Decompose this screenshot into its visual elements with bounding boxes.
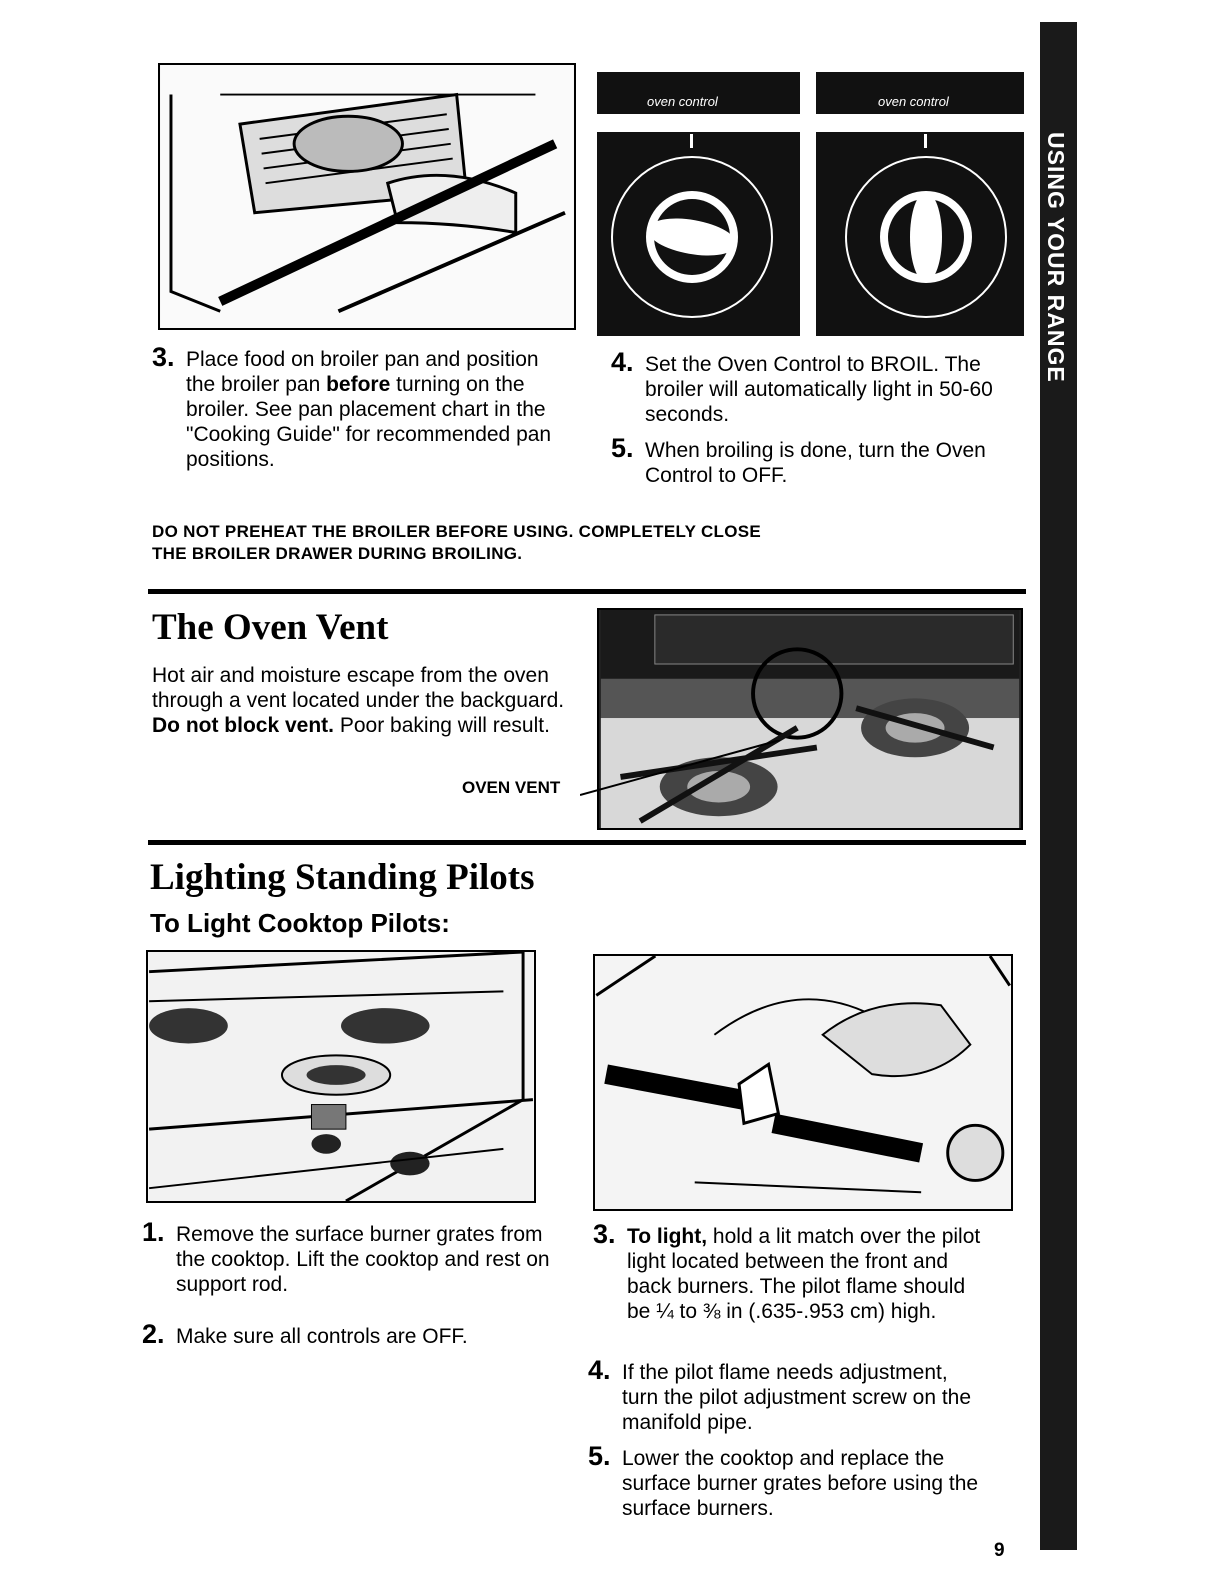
pilot-lighting-illustration <box>593 954 1013 1211</box>
oven-vent-callout: OVEN VENT <box>462 778 561 797</box>
pilot-step-5: 5. Lower the cooktop and replace the surface burner grates before using the surface burners. <box>588 1441 979 1520</box>
side-tab-label: USING YOUR RANGE <box>1043 132 1069 383</box>
pilot-step-3: 3. To light, hold a lit match over the pilot light located between the front and back burners. The pilot flame should be ¼ to ⅜ in (.635-.953 cm) high. <box>593 1219 981 1323</box>
dial-label-right: oven control <box>878 94 949 109</box>
step-number: 5. <box>611 433 634 463</box>
pilot-step-1: 1. Remove the surface burner grates from the cooktop. Lift the cooktop and rest on support rod. <box>142 1217 550 1296</box>
step-number: 4. <box>611 347 634 377</box>
step-number: 3. <box>593 1219 616 1249</box>
oven-control-dial-off <box>597 72 800 336</box>
side-tab <box>1040 22 1077 1550</box>
pilots-title: Lighting Standing Pilots <box>150 857 535 898</box>
pilots-subtitle: To Light Cooktop Pilots: <box>150 908 450 938</box>
broiler-step-3: 3. Place food on broiler pan and position the broiler pan before turning on the broiler. See pan placement chart in the "Cooking Guide" for recommended pan positions. <box>152 342 552 471</box>
cooktop-lifted-illustration <box>146 950 536 1203</box>
broiler-warning: DO NOT PREHEAT THE BROILER BEFORE USING. COMPLETELY CLOSE THE BROILER DRAWER DURING BROILING. <box>152 522 762 563</box>
step-number: 4. <box>588 1355 611 1385</box>
oven-control-dial-broil <box>816 72 1024 336</box>
step-number: 2. <box>142 1319 165 1349</box>
pilot-step-2: 2. Make sure all controls are OFF. <box>142 1319 468 1349</box>
oven-vent-leader-line <box>580 740 800 800</box>
section-divider <box>148 840 1026 845</box>
broiler-step-5: 5. When broiling is done, turn the Oven Control to OFF. <box>611 433 986 487</box>
broiler-pan-illustration <box>158 63 576 330</box>
step-number: 1. <box>142 1217 165 1247</box>
pilot-step-4: 4. If the pilot flame needs adjustment, turn the pilot adjustment screw on the manifold pipe. <box>588 1355 972 1434</box>
step-number: 5. <box>588 1441 611 1471</box>
section-divider <box>148 589 1026 594</box>
oven-vent-title: The Oven Vent <box>152 607 389 648</box>
dial-label-left: oven control <box>647 94 718 109</box>
oven-vent-body: Hot air and moisture escape from the oven through a vent located under the backguard. Do not block vent. Poor baking will result. <box>152 664 565 737</box>
page-number: 9 <box>994 1540 1005 1561</box>
step-number: 3. <box>152 342 175 372</box>
broiler-step-4: 4. Set the Oven Control to BROIL. The broiler will automatically light in 50-60 seconds. <box>611 347 993 426</box>
